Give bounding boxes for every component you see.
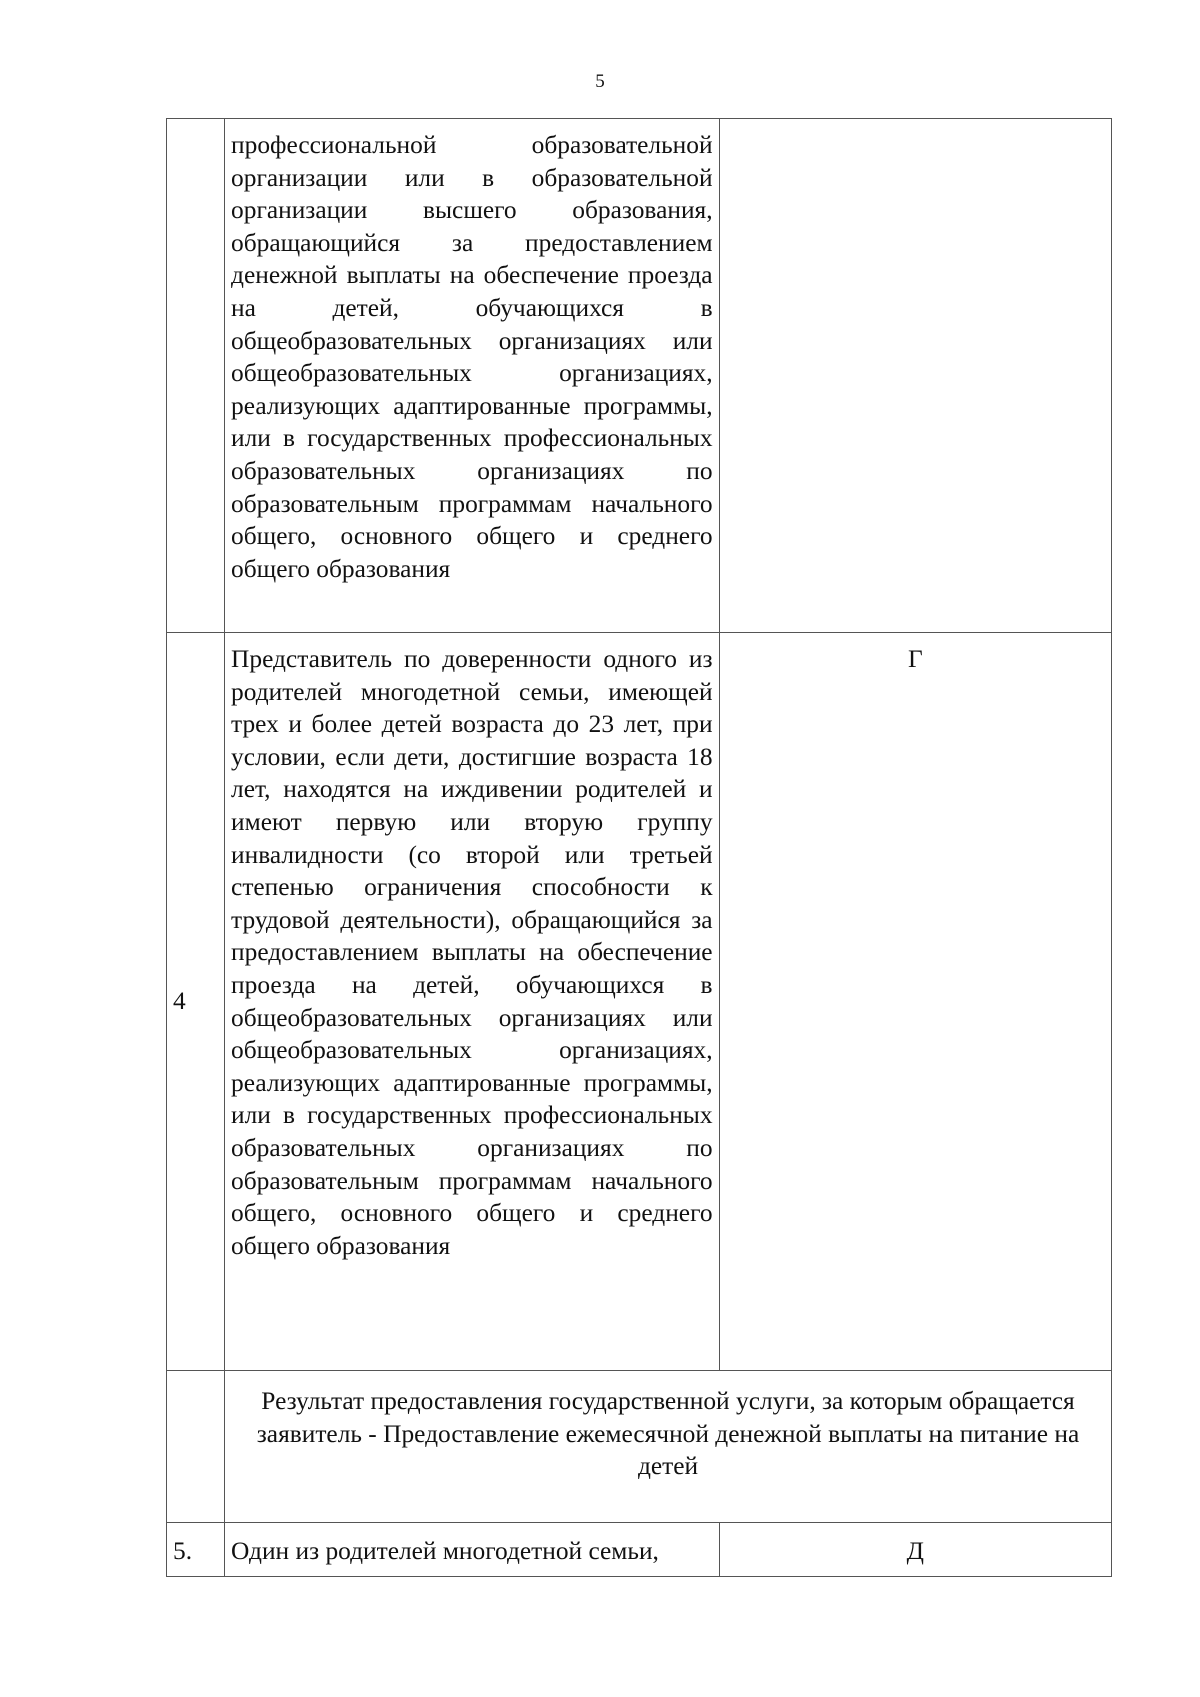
row-number-cell [167, 1371, 225, 1523]
applicant-description-cell: Представитель по доверенности одного из родителей многодетной семьи, имеющей трех и более детей возраста до 23 лет, при условии, если дети, достигшие возраста 18 лет, находятся на иждивении родителей и имеют первую или вторую группу инвалидности (со второй или третьей степенью ограничения способности к трудовой деятельности), обращающийся за предоставлением выплаты на обеспечение проезда на детей, обучающихся в общеобразовательных организациях или общеобразовательных организациях, реализующих адаптированные программы, или в государственных профессиональных образовательных организациях по образовательным программам начального общего, основного общего и среднего общего образования [225, 633, 720, 1371]
row-number-cell [167, 119, 225, 633]
table-row [167, 119, 1112, 633]
table-row [167, 1371, 1112, 1523]
row-number-cell: 4 [167, 633, 225, 1371]
service-result-heading: Результат предоставления государственной услуги, за которым обращается заявитель - Предоставление ежемесячной денежной выплаты на питание на детей [225, 1371, 1112, 1523]
variant-code-cell [719, 119, 1111, 633]
variant-code-cell: Г [719, 633, 1111, 1371]
table-row [167, 1523, 1112, 1577]
page-number: 5 [595, 71, 605, 92]
applicant-description-cell: Один из родителей многодетной семьи, [225, 1523, 720, 1577]
variant-code-cell: Д [719, 1523, 1111, 1577]
applicant-categories-table [166, 118, 1112, 1577]
row-number-cell: 5. [167, 1523, 225, 1577]
applicant-description-cell: профессиональной образовательной организации или в образовательной организации высшего образования, обращающийся за предоставлением денежной выплаты на обеспечение проезда на детей, обучающихся в общеобразовательных организациях или общеобразовательных организациях, реализующих адаптированные программы, или в государственных профессиональных образовательных организациях по образовательным программам начального общего, основного общего и среднего общего образования [225, 119, 720, 633]
table-row [167, 633, 1112, 1371]
